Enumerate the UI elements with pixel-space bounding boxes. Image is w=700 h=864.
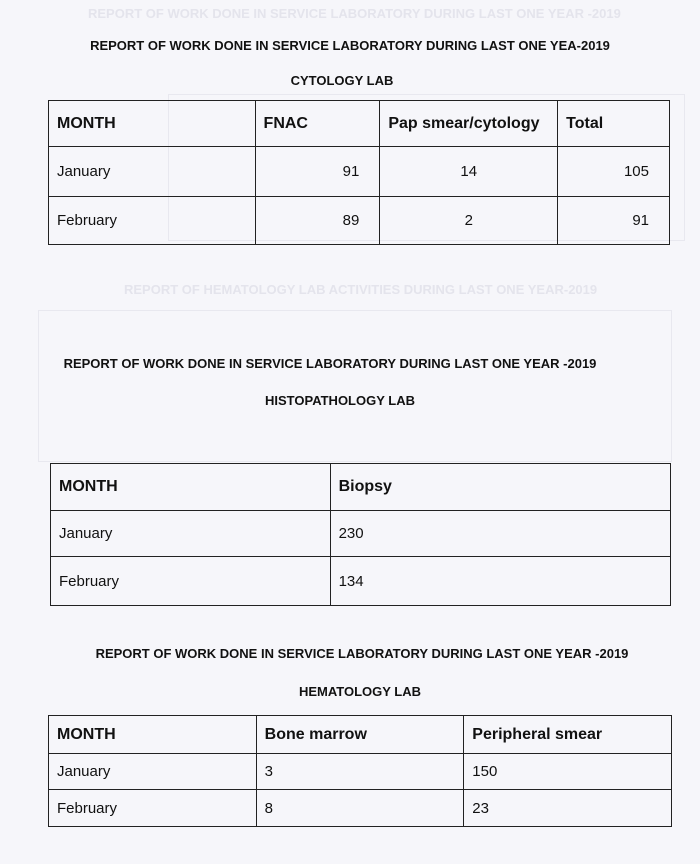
- histopathology-lab-title: HISTOPATHOLOGY LAB: [265, 393, 415, 408]
- month-cell: February: [49, 790, 257, 827]
- peripheral-smear-cell: 23: [464, 790, 672, 827]
- month-cell: January: [49, 754, 257, 790]
- table-header-row: [49, 101, 670, 147]
- column-header: MONTH: [49, 716, 257, 754]
- biopsy-cell: 230: [330, 511, 670, 557]
- total-cell: 105: [558, 147, 670, 197]
- total-cell: 91: [558, 197, 670, 245]
- bleed-through-heading: REPORT OF WORK DONE IN SERVICE LABORATORY DURING LAST ONE YEAR -2019: [88, 6, 621, 21]
- column-header: MONTH: [49, 101, 256, 147]
- biopsy-cell: 134: [330, 557, 670, 606]
- histopathology-table: [50, 463, 671, 606]
- table-row: [51, 511, 671, 557]
- cytology-lab-title: CYTOLOGY LAB: [290, 73, 394, 88]
- column-header: FNAC: [255, 101, 380, 147]
- pap-smear-cell: 2: [380, 197, 558, 245]
- bleed-through-heading: REPORT OF HEMATOLOGY LAB ACTIVITIES DURING LAST ONE YEAR-2019: [124, 282, 598, 297]
- month-cell: January: [49, 147, 256, 197]
- table-row: [51, 557, 671, 606]
- table-row: [49, 754, 672, 790]
- column-header: Biopsy: [330, 464, 670, 511]
- column-header: Bone marrow: [256, 716, 464, 754]
- column-header: Pap smear/cytology: [380, 101, 558, 147]
- bone-marrow-cell: 8: [256, 790, 464, 827]
- cytology-table: [48, 100, 670, 245]
- month-cell: January: [51, 511, 331, 557]
- bleed-through-grid: [38, 310, 672, 462]
- table-row: [49, 790, 672, 827]
- column-header: Total: [558, 101, 670, 147]
- hematology-table: [48, 715, 672, 827]
- month-cell: February: [51, 557, 331, 606]
- histopathology-report-title: REPORT OF WORK DONE IN SERVICE LABORATORY DURING LAST ONE YEAR -2019: [63, 356, 597, 371]
- table-row: [49, 197, 670, 245]
- fnac-cell: 89: [255, 197, 380, 245]
- hematology-report-title: REPORT OF WORK DONE IN SERVICE LABORATORY DURING LAST ONE YEAR -2019: [95, 646, 629, 661]
- table-row: [49, 147, 670, 197]
- peripheral-smear-cell: 150: [464, 754, 672, 790]
- fnac-cell: 91: [255, 147, 380, 197]
- hematology-lab-title: HEMATOLOGY LAB: [298, 684, 422, 699]
- column-header: Peripheral smear: [464, 716, 672, 754]
- bone-marrow-cell: 3: [256, 754, 464, 790]
- cytology-report-title: REPORT OF WORK DONE IN SERVICE LABORATORY DURING LAST ONE YEA-2019: [90, 38, 610, 53]
- column-header: MONTH: [51, 464, 331, 511]
- table-header-row: [51, 464, 671, 511]
- table-header-row: [49, 716, 672, 754]
- month-cell: February: [49, 197, 256, 245]
- pap-smear-cell: 14: [380, 147, 558, 197]
